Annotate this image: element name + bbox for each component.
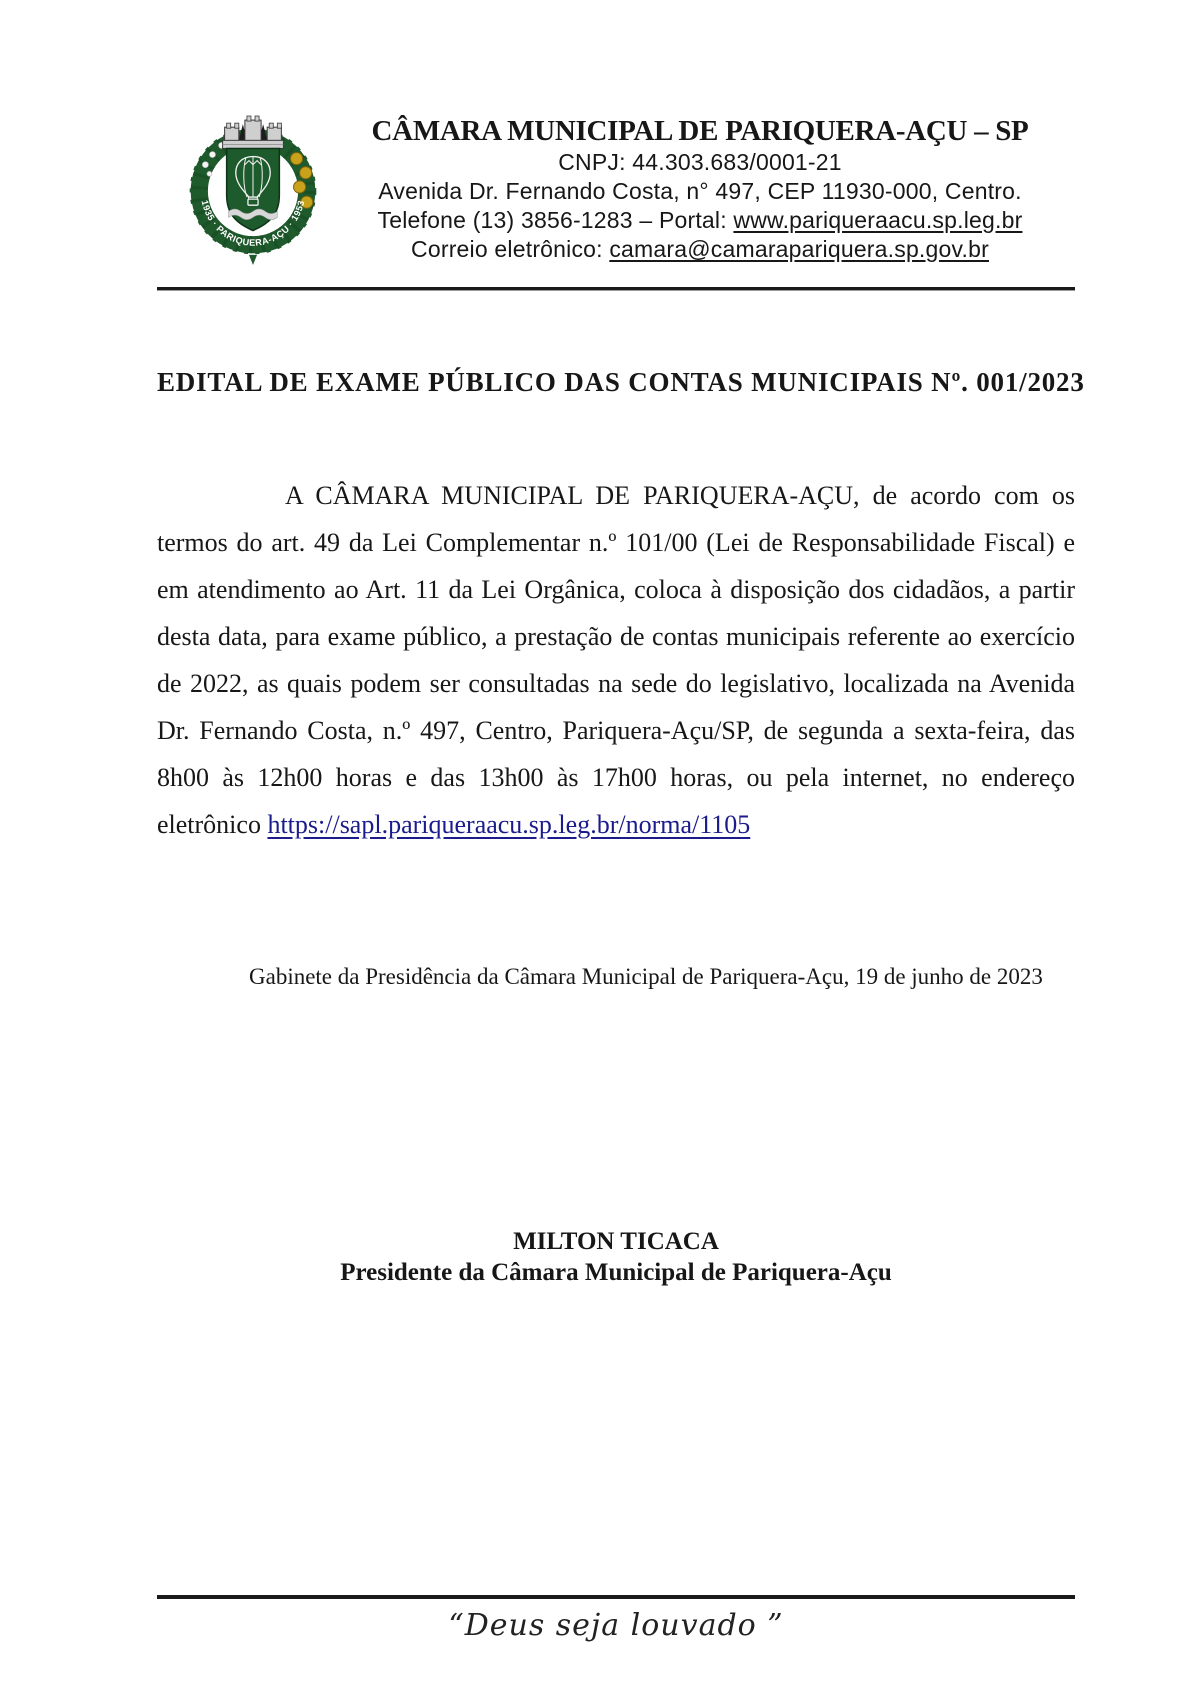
header-divider <box>157 287 1075 291</box>
signature-block <box>157 1226 1075 1288</box>
mural-crown-icon <box>223 116 284 148</box>
dateline: Gabinete da Presidência da Câmara Municipal de Pariquera-Açu, 19 de junho de 2023 <box>249 964 1043 989</box>
phone-label: Telefone (13) 3856-1283 – Portal: <box>377 207 734 233</box>
document-title: EDITAL DE EXAME PÚBLICO DAS CONTAS MUNICIPAIS Nº. 001/2023 <box>157 367 1085 398</box>
sapl-norma-link[interactable]: https://sapl.pariqueraacu.sp.leg.br/norma/1105 <box>267 810 751 839</box>
footer-motto: “Deus seja louvado ” <box>448 1608 784 1643</box>
org-name: CÂMARA MUNICIPAL DE PARIQUERA-AÇU – SP <box>371 115 1029 147</box>
signature-name: MILTON TICACA <box>513 1228 719 1255</box>
signature-role: Presidente da Câmara Municipal de Pariquera-Açu <box>340 1259 892 1286</box>
cnpj-line: CNPJ: 44.303.683/0001-21 <box>558 149 842 175</box>
portal-link[interactable]: www.pariqueraacu.sp.leg.br <box>733 207 1023 233</box>
email-label: Correio eletrônico: <box>411 236 610 262</box>
footer-divider <box>157 1595 1075 1599</box>
phone-portal-line <box>325 206 1075 235</box>
email-line <box>325 235 1075 264</box>
municipal-coat-of-arms-icon <box>182 114 324 266</box>
address-line: Avenida Dr. Fernando Costa, n° 497, CEP 11930-000, Centro. <box>378 178 1022 204</box>
body-paragraph <box>157 472 1075 848</box>
wreath-base-sprig <box>249 255 257 265</box>
email-link[interactable]: camara@camarapariquera.sp.gov.br <box>609 236 989 262</box>
letterhead <box>325 115 1075 264</box>
body-text: A CÂMARA MUNICIPAL DE PARIQUERA-AÇU, de acordo com os termos do art. 49 da Lei Complementar n.º 101/00 (Lei de Responsabilidade Fiscal) e em atendimento ao Art. 11 da Lei Orgânica, coloca à disposição dos cidadãos, a partir desta data, para exame público, a prestação de contas municipais referente ao exercício de 2022, as quais podem ser consultadas na sede do legislativo, localizada na Avenida Dr. Fernando Costa, n.º 497, Centro, Pariquera-Açu/SP, de segunda a sexta-feira, das 8h00 às 12h00 horas e das 13h00 às 17h00 horas, ou pela internet, no endereço eletrônico <box>157 481 1075 839</box>
crest-ring-inscription: 1935 · PARIQUERA-AÇU · 1953 <box>199 199 307 248</box>
